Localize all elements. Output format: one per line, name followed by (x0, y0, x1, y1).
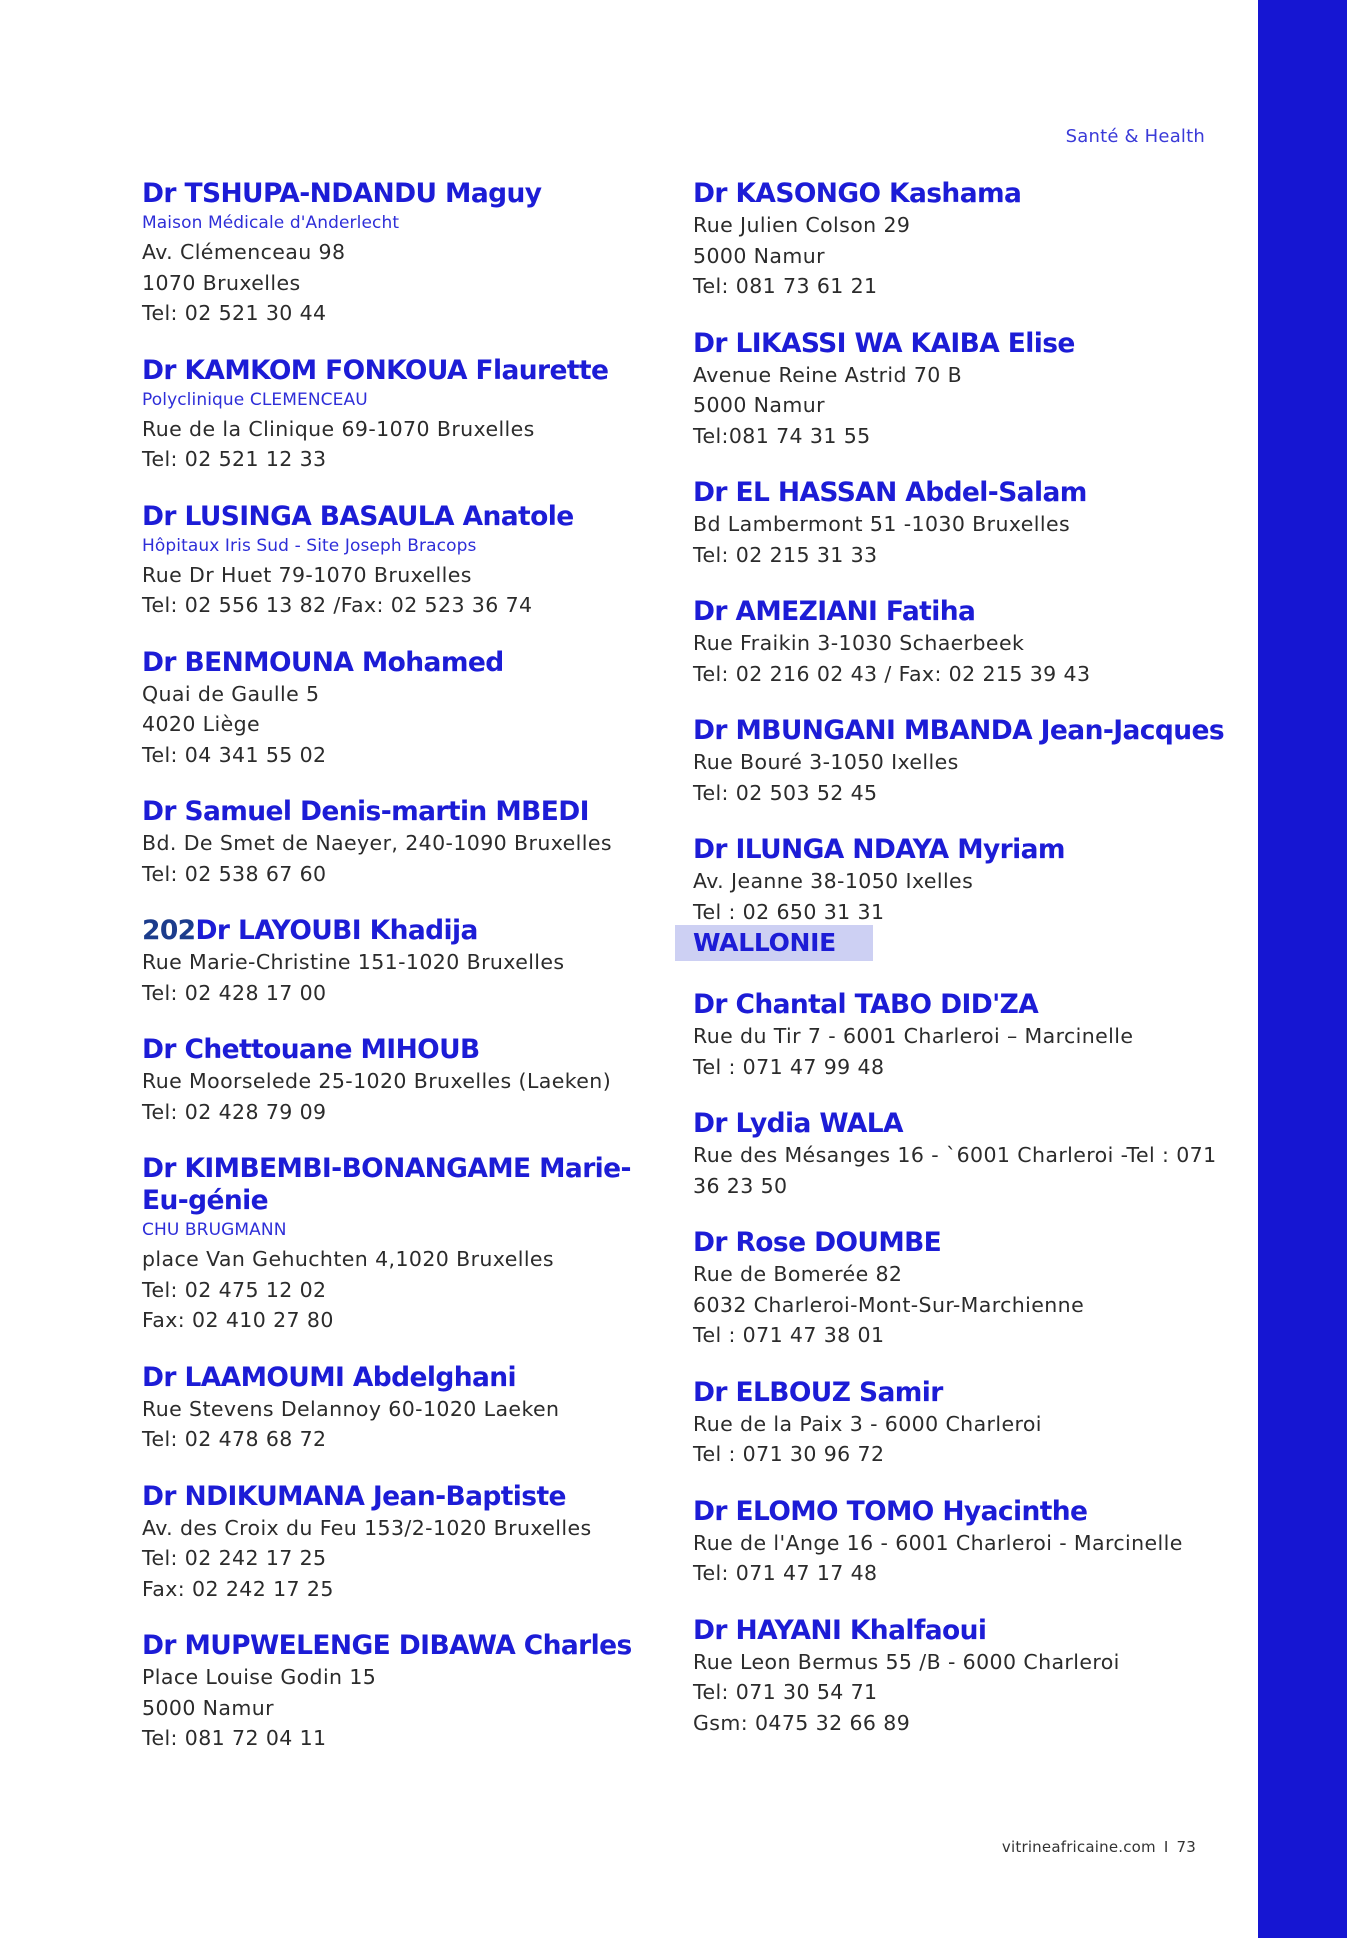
contact-line: Rue des Mésanges 16 - `6001 Charleroi -Tel : 071 36 23 50 (693, 1143, 1217, 1198)
doctor-entry (693, 1227, 1233, 1351)
doctor-name-text: Dr LAYOUBI Khadija (195, 915, 478, 946)
region-heading-wrap (693, 925, 1233, 961)
doctor-name-text: Dr MBUNGANI MBANDA Jean-Jacques (693, 715, 1225, 746)
institution: Hôpitaux Iris Sud - Site Joseph Bracops (142, 535, 477, 556)
doctor-name (693, 1108, 1233, 1140)
contact-line: Tel: 02 521 30 44 (142, 301, 327, 325)
contact-line: Tel : 02 650 31 31 (693, 899, 885, 924)
contact-line: 5000 Namur (142, 1695, 274, 1720)
doctor-entry (693, 1496, 1233, 1589)
contact-line: Avenue Reine Astrid 70 B (693, 362, 963, 387)
right-column (693, 178, 1233, 1738)
doctor-name (142, 647, 652, 679)
contact-line: Tel : 071 47 38 01 (693, 1323, 885, 1347)
contact-line: Rue Leon Bermus 55 /B - 6000 Charleroi (693, 1649, 1120, 1674)
contact-line: Bd Lambermont 51 -1030 Bruxelles (693, 512, 1071, 536)
doctor-name-text: Dr LIKASSI WA KAIBA Elise (693, 327, 1075, 359)
footer-separator: I (1163, 1838, 1169, 1856)
contact-line: Rue de la Paix 3 - 6000 Charleroi (693, 1411, 1042, 1436)
doctor-entry (693, 1108, 1233, 1201)
contact-line: Tel: 02 215 31 33 (693, 542, 878, 567)
doctor-entry (142, 647, 652, 771)
doctor-entry (693, 178, 1233, 302)
contact-line: 4020 Liège (142, 712, 261, 736)
contact-line: Tel : 071 47 99 48 (693, 1054, 885, 1079)
doctor-name (693, 715, 1233, 747)
doctor-name-text: Dr ELOMO TOMO Hyacinthe (693, 1495, 1088, 1527)
doctor-name (142, 1153, 652, 1217)
contact-line: Bd. De Smet de Naeyer, 240-1090 Bruxelles (142, 831, 612, 855)
doctor-name-text: Dr LUSINGA BASAULA Anatole (142, 500, 574, 532)
doctor-name (693, 178, 1233, 210)
institution: CHU BRUGMANN (142, 1220, 287, 1240)
contact-line: 5000 Namur (693, 393, 825, 417)
doctor-entry (693, 477, 1233, 570)
contact-line: Tel: 02 556 13 82 /Fax: 02 523 36 74 (142, 593, 533, 617)
contact-line: Rue Fraikin 3-1030 Schaerbeek (693, 631, 1025, 655)
doctor-name (693, 1496, 1233, 1528)
contact-line: Fax: 02 410 27 80 (142, 1308, 334, 1332)
doctor-name (693, 328, 1233, 360)
contact-line: Gsm: 0475 32 66 89 (693, 1710, 911, 1735)
doctor-name-text: Dr Lydia WALA (693, 1108, 903, 1139)
doctor-entry (142, 1481, 652, 1605)
doctor-entry (693, 328, 1233, 452)
doctor-name (693, 989, 1233, 1021)
brussels-continued-list (693, 178, 1233, 927)
page-footer (1002, 1838, 1196, 1856)
doctor-name-text: Dr Rose DOUMBE (693, 1227, 942, 1258)
doctor-entry (693, 834, 1233, 927)
contact-line: Rue de la Clinique 69-1070 Bruxelles (142, 416, 535, 441)
entry-number: 202 (142, 915, 196, 946)
left-column (142, 178, 652, 1754)
contact-line: Tel: 071 30 54 71 (693, 1680, 878, 1704)
contact-line: Tel: 02 216 02 43 / Fax: 02 215 39 43 (693, 661, 1091, 686)
contact-line: Tel:081 74 31 55 (693, 423, 871, 448)
contact-line: Place Louise Godin 15 (142, 1665, 377, 1689)
doctor-name-text: Dr EL HASSAN Abdel-Salam (693, 477, 1087, 508)
doctor-name (142, 1362, 652, 1394)
doctor-name (693, 834, 1233, 866)
doctor-name-text: Dr LAAMOUMI Abdelghani (142, 1361, 517, 1393)
region-heading: WALLONIE (675, 925, 873, 961)
contact-line: Rue du Tir 7 - 6001 Charleroi – Marcinelle (693, 1024, 1134, 1048)
doctor-entry (142, 355, 652, 475)
doctor-name (142, 355, 652, 387)
doctor-name (142, 1630, 652, 1662)
doctor-name-text: Dr NDIKUMANA Jean-Baptiste (142, 1480, 566, 1512)
institution: Maison Médicale d'Anderlecht (142, 213, 400, 233)
contact-line: Tel: 02 428 17 00 (142, 980, 327, 1005)
contact-line: Rue Julien Colson 29 (693, 213, 911, 237)
contact-line: Rue Marie-Christine 151-1020 Bruxelles (142, 950, 565, 974)
contact-line: Tel: 02 503 52 45 (693, 780, 878, 805)
doctor-entry (142, 1153, 652, 1336)
doctor-name-text: Dr TSHUPA-NDANDU Maguy (142, 178, 542, 209)
wallonie-list (693, 989, 1233, 1738)
contact-line: Tel : 071 30 96 72 (693, 1442, 885, 1466)
doctor-name-text: Dr ELBOUZ Samir (693, 1376, 943, 1408)
contact-line: Rue Moorselede 25-1020 Bruxelles (Laeken) (142, 1069, 612, 1093)
doctor-name (693, 596, 1233, 628)
doctor-entry (142, 915, 652, 1008)
contact-line: Tel: 02 428 79 09 (142, 1099, 327, 1124)
doctor-name (142, 501, 652, 533)
contact-line: Tel: 02 478 68 72 (142, 1427, 327, 1451)
contact-line: Tel: 02 475 12 02 (142, 1277, 327, 1302)
doctor-entry (142, 796, 652, 889)
contact-line: Av. Jeanne 38-1050 Ixelles (693, 869, 974, 893)
page-number: 73 (1176, 1838, 1196, 1856)
doctor-name (142, 1481, 652, 1513)
contact-line: Fax: 02 242 17 25 (142, 1576, 334, 1601)
contact-line: Tel: 071 47 17 48 (693, 1561, 878, 1585)
footer-site: vitrineafricaine.com (1001, 1838, 1156, 1856)
contact-line: 1070 Bruxelles (142, 270, 301, 295)
doctor-name (142, 1034, 652, 1066)
doctor-entry (142, 1362, 652, 1455)
contact-line: Rue de l'Ange 16 - 6001 Charleroi - Marcinelle (693, 1530, 1183, 1555)
doctor-name (142, 796, 652, 828)
doctor-name-text: Dr HAYANI Khalfaoui (693, 1614, 987, 1646)
doctor-entry (693, 1615, 1233, 1739)
doctor-name (142, 178, 652, 210)
contact-line: Rue de Bomerée 82 (693, 1262, 903, 1286)
contact-line: Tel: 081 73 61 21 (693, 274, 878, 298)
contact-line: Tel: 02 242 17 25 (142, 1546, 327, 1570)
side-color-bar (1258, 0, 1347, 1938)
doctor-entry (693, 1377, 1233, 1470)
contact-line: 5000 Namur (693, 243, 825, 268)
doctor-name-text: Dr Chantal TABO DID'ZA (693, 989, 1039, 1020)
contact-line: Tel: 02 521 12 33 (142, 447, 327, 471)
doctor-name-text: Dr ILUNGA NDAYA Myriam (693, 834, 1065, 865)
doctor-name (142, 915, 652, 947)
doctor-name-text: Dr BENMOUNA Mohamed (142, 646, 504, 678)
doctor-entry (142, 178, 652, 329)
doctor-name-text: Dr Chettouane MIHOUB (142, 1034, 480, 1065)
doctor-name-text: Dr AMEZIANI Fatiha (693, 596, 976, 627)
contact-line: Rue Stevens Delannoy 60-1020 Laeken (142, 1396, 560, 1421)
doctor-name (693, 1615, 1233, 1647)
contact-line: Av. Clémenceau 98 (142, 240, 346, 264)
doctor-entry (142, 1630, 652, 1754)
doctor-entry (693, 715, 1233, 808)
doctor-name (693, 1377, 1233, 1409)
doctor-entry (142, 1034, 652, 1127)
contact-line: Rue Bouré 3-1050 Ixelles (693, 750, 959, 774)
contact-line: Tel: 02 538 67 60 (142, 861, 327, 886)
doctor-name-text: Dr KIMBEMBI-BONANGAME Marie-Eu-génie (142, 1153, 631, 1216)
doctor-name-text: Dr Samuel Denis-martin MBEDI (142, 796, 589, 827)
contact-line: Rue Dr Huet 79-1070 Bruxelles (142, 562, 472, 587)
contact-line: Quai de Gaulle 5 (142, 681, 320, 706)
section-label: Santé & Health (1065, 126, 1205, 147)
doctor-name-text: Dr KAMKOM FONKOUA Flaurette (142, 354, 609, 386)
doctor-entry (693, 596, 1233, 689)
doctor-entry (693, 989, 1233, 1082)
doctor-entry (142, 501, 652, 621)
contact-line: 6032 Charleroi-Mont-Sur-Marchienne (693, 1292, 1085, 1317)
doctor-name (693, 1227, 1233, 1259)
contact-line: Av. des Croix du Feu 153/2-1020 Bruxelles (142, 1515, 592, 1540)
institution: Polyclinique CLEMENCEAU (142, 389, 368, 410)
contact-line: place Van Gehuchten 4,1020 Bruxelles (142, 1247, 555, 1271)
contact-line: Tel: 04 341 55 02 (142, 742, 327, 767)
doctor-name-text: Dr MUPWELENGE DIBAWA Charles (142, 1630, 632, 1661)
doctor-name-text: Dr KASONGO Kashama (693, 178, 1022, 209)
doctor-name (693, 477, 1233, 509)
contact-line: Tel: 081 72 04 11 (142, 1726, 327, 1750)
